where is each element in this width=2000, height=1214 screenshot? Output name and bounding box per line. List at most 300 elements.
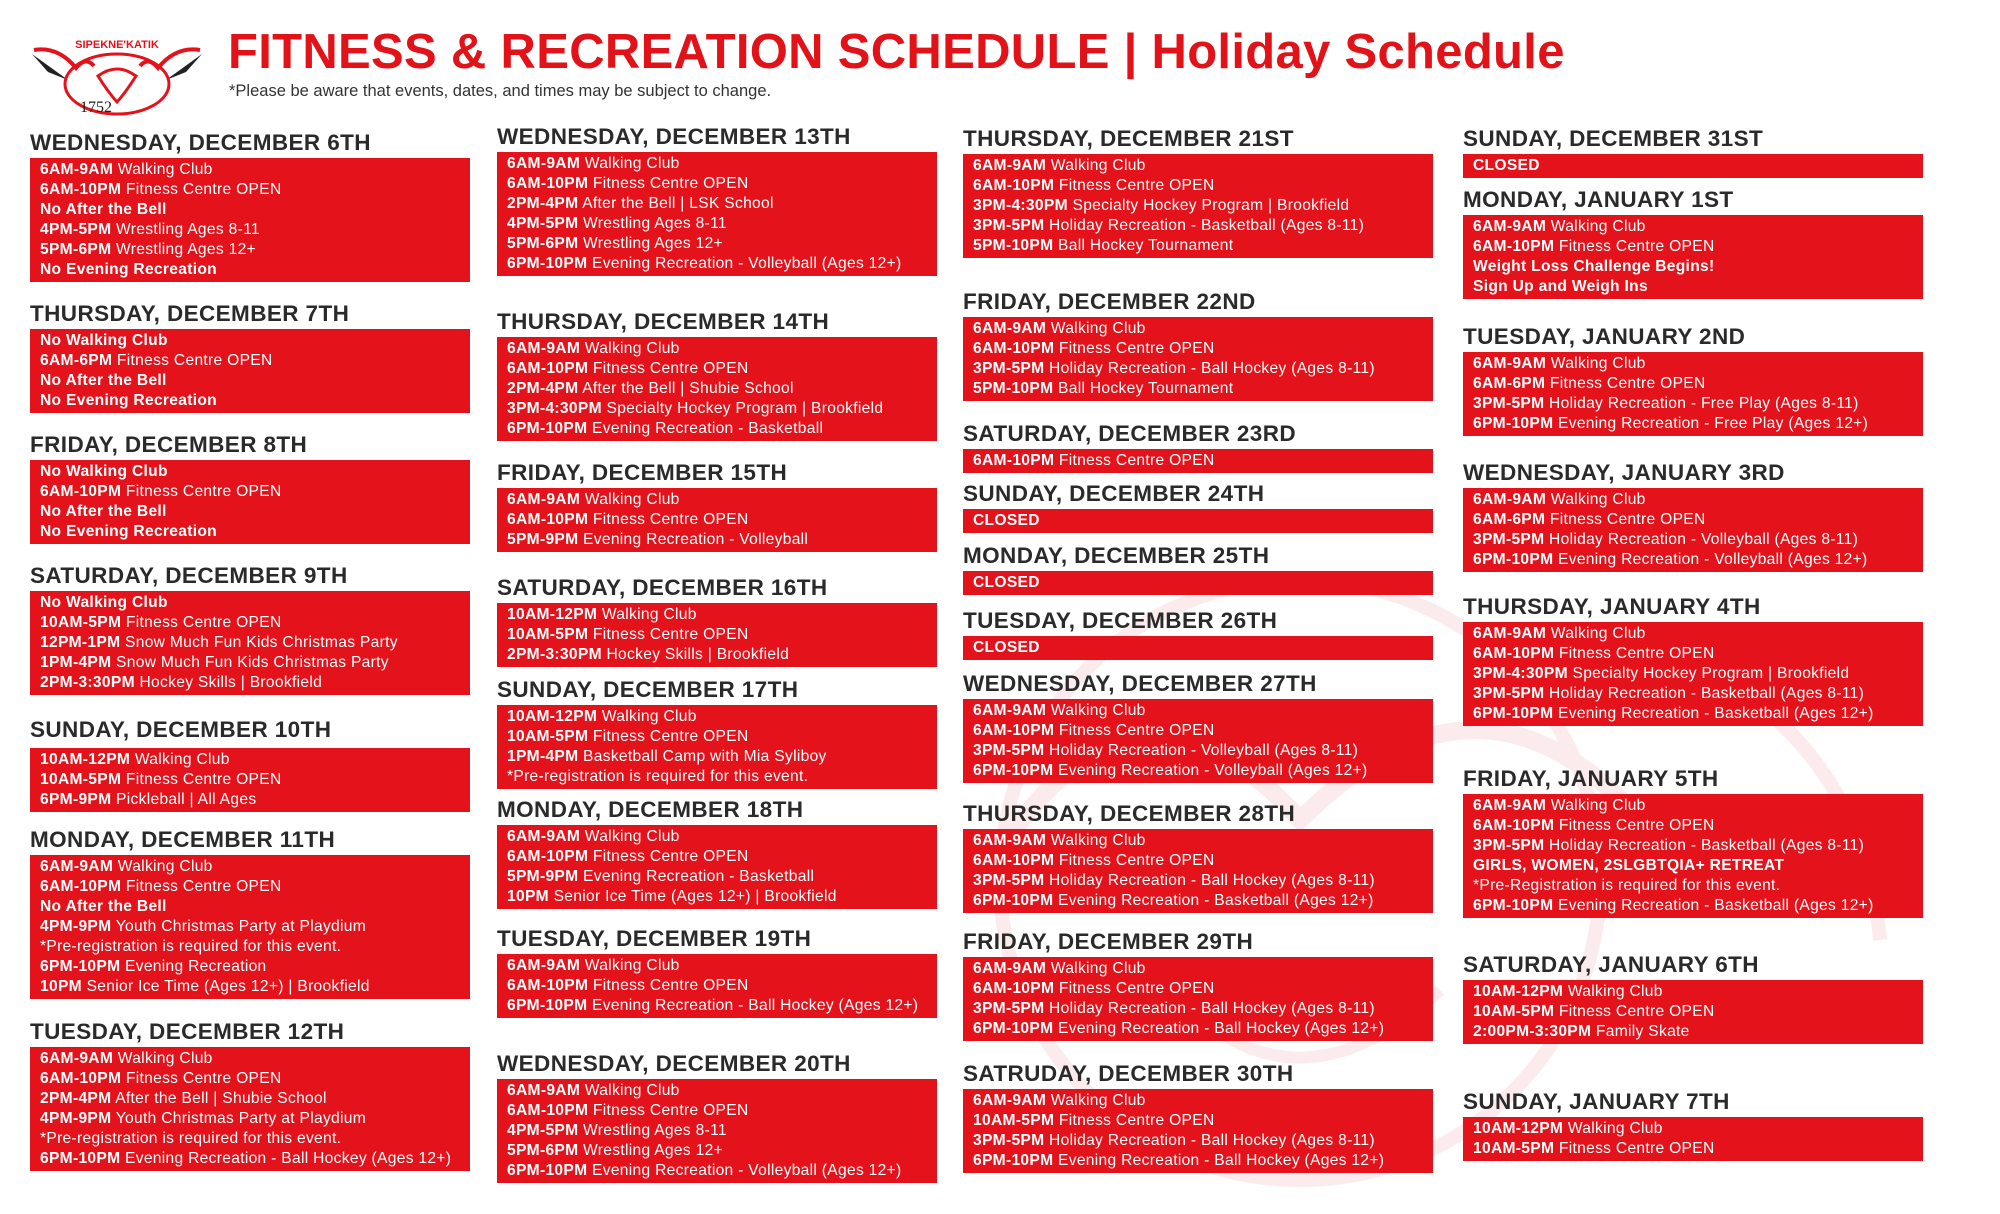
event-time: 6PM-10PM xyxy=(1473,415,1554,432)
event-description: Fitness Centre OPEN xyxy=(121,771,282,788)
event-time: 6AM-10PM xyxy=(40,181,122,198)
day-events-box xyxy=(497,337,937,441)
day-heading: WEDNESDAY, JANUARY 3RD xyxy=(1463,460,1785,485)
event-line xyxy=(40,180,460,200)
event-line xyxy=(1473,982,1913,1002)
event-line xyxy=(973,851,1423,871)
day-events-box xyxy=(497,488,937,552)
day-events-box xyxy=(497,705,937,789)
day-block xyxy=(1463,592,1923,726)
event-time: 3PM-5PM xyxy=(1473,837,1545,854)
event-line xyxy=(973,1131,1423,1151)
day-events-box xyxy=(1463,352,1923,436)
event-line xyxy=(40,673,460,693)
event-line xyxy=(40,790,460,810)
event-description: Wrestling Ages 8-11 xyxy=(111,221,260,238)
day-heading: THURSDAY, JANUARY 4TH xyxy=(1463,594,1761,619)
svg-text:SIPEKNE'KATIK: SIPEKNE'KATIK xyxy=(75,39,159,51)
event-time: 6AM-10PM xyxy=(40,878,122,895)
event-line xyxy=(1473,490,1913,510)
event-time: 3PM-5PM xyxy=(973,360,1045,377)
day-block xyxy=(30,561,470,695)
day-events-box xyxy=(963,636,1433,660)
event-description: Walking Club xyxy=(580,491,680,508)
event-time: 3PM-5PM xyxy=(1473,531,1545,548)
event-description: Walking Club xyxy=(597,606,697,623)
event-time: 6PM-10PM xyxy=(973,1152,1054,1169)
event-line xyxy=(1473,796,1913,816)
event-time: 6AM-9AM xyxy=(973,702,1047,719)
event-line xyxy=(1473,856,1913,876)
day-events-box xyxy=(963,699,1433,783)
event-description: Fitness Centre OPEN xyxy=(588,626,749,643)
event-line xyxy=(973,156,1423,176)
event-time: 10AM-5PM xyxy=(40,771,122,788)
event-time: 3PM-5PM xyxy=(973,872,1045,889)
event-time: 6PM-10PM xyxy=(1473,897,1554,914)
event-line xyxy=(973,1151,1423,1171)
event-time: 6AM-10PM xyxy=(507,1102,589,1119)
day-heading: FRIDAY, JANUARY 5TH xyxy=(1463,766,1719,791)
event-description: Wrestling Ages 8-11 xyxy=(578,1122,727,1139)
event-line xyxy=(1473,217,1913,237)
event-description: Walking Club xyxy=(1563,983,1663,1000)
day-block xyxy=(497,307,937,441)
event-line xyxy=(507,887,927,907)
event-line xyxy=(973,236,1423,256)
event-line xyxy=(507,1141,927,1161)
event-line xyxy=(40,371,460,391)
event-line xyxy=(40,220,460,240)
event-time: 6AM-10PM xyxy=(1473,817,1555,834)
event-description: Fitness Centre OPEN xyxy=(1054,852,1215,869)
day-events-box xyxy=(963,1089,1433,1173)
event-notice: Weight Loss Challenge Begins! xyxy=(1473,258,1715,275)
event-description: Fitness Centre OPEN xyxy=(588,360,749,377)
day-block xyxy=(1463,458,1923,572)
event-description: Fitness Centre OPEN xyxy=(1054,1112,1215,1129)
event-line xyxy=(1473,257,1913,277)
event-time: 3PM-4:30PM xyxy=(973,197,1068,214)
event-time: 6AM-10PM xyxy=(507,977,589,994)
event-line xyxy=(507,747,927,767)
event-line xyxy=(40,1069,460,1089)
event-description: Holiday Recreation - Ball Hockey (Ages 8-11) xyxy=(1044,1000,1375,1017)
event-time: 1PM-4PM xyxy=(40,654,112,671)
day-block xyxy=(1463,124,1923,178)
event-line xyxy=(1473,374,1913,394)
event-line xyxy=(507,605,927,625)
event-description: Pickleball | All Ages xyxy=(111,791,257,808)
event-line xyxy=(40,200,460,220)
day-heading: SATURDAY, JANUARY 6TH xyxy=(1463,952,1759,977)
event-description: Youth Christmas Party at Playdium xyxy=(111,1110,367,1127)
event-line xyxy=(40,331,460,351)
day-events-box xyxy=(30,855,470,999)
event-time: 6AM-9AM xyxy=(507,491,581,508)
event-description: Evening Recreation - Basketball (Ages 12+) xyxy=(1553,705,1874,722)
event-line xyxy=(973,721,1423,741)
event-description: Holiday Recreation - Ball Hockey (Ages 8-11) xyxy=(1044,1132,1375,1149)
event-time: 6PM-10PM xyxy=(1473,551,1554,568)
event-line xyxy=(40,482,460,502)
day-block xyxy=(963,124,1433,258)
day-block xyxy=(963,479,1433,533)
event-notice: No After the Bell xyxy=(40,503,167,520)
event-line xyxy=(973,701,1423,721)
event-line xyxy=(40,857,460,877)
event-time: 6AM-6PM xyxy=(40,352,113,369)
event-time: 6AM-10PM xyxy=(507,848,589,865)
event-description: Walking Club xyxy=(1546,218,1646,235)
day-events-box xyxy=(963,957,1433,1041)
event-time: 6AM-9AM xyxy=(1473,491,1547,508)
event-description: Walking Club xyxy=(580,340,680,357)
event-notice: No Evening Recreation xyxy=(40,392,218,409)
event-line xyxy=(973,176,1423,196)
event-time: 6PM-10PM xyxy=(507,1162,588,1179)
event-time: 6AM-9AM xyxy=(1473,625,1547,642)
event-time: 10PM xyxy=(507,888,549,905)
day-events-box xyxy=(1463,215,1923,299)
event-description: Evening Recreation xyxy=(120,958,267,975)
day-events-box xyxy=(1463,622,1923,726)
day-events-box xyxy=(1463,794,1923,918)
event-line xyxy=(507,847,927,867)
day-events-box xyxy=(30,1047,470,1171)
event-time: 10AM-5PM xyxy=(507,626,589,643)
event-description: Evening Recreation - Ball Hockey (Ages 12+) xyxy=(587,997,919,1014)
event-time: 6PM-10PM xyxy=(973,1020,1054,1037)
event-time: 6AM-6PM xyxy=(1473,511,1546,528)
event-time: 6AM-10PM xyxy=(507,175,589,192)
day-heading: FRIDAY, DECEMBER 8TH xyxy=(30,432,308,457)
event-description: Walking Club xyxy=(1046,1092,1146,1109)
day-block xyxy=(497,675,937,789)
event-description: Holiday Recreation - Basketball (Ages 8-11) xyxy=(1544,837,1865,854)
event-line xyxy=(973,979,1423,999)
day-heading: THURSDAY, DECEMBER 21ST xyxy=(963,126,1294,151)
day-block xyxy=(497,573,937,667)
event-time: 6AM-10PM xyxy=(973,177,1055,194)
event-line xyxy=(507,727,927,747)
event-time: 3PM-5PM xyxy=(973,742,1045,759)
day-events-box xyxy=(497,1079,937,1183)
event-notice: No After the Bell xyxy=(40,898,167,915)
day-heading: THURSDAY, DECEMBER 7TH xyxy=(30,301,350,326)
event-description: Walking Club xyxy=(1546,491,1646,508)
event-time: 3PM-5PM xyxy=(973,217,1045,234)
event-time: 6PM-9PM xyxy=(40,791,112,808)
day-heading: SATRUDAY, DECEMBER 30TH xyxy=(963,1061,1294,1086)
event-time: 5PM-6PM xyxy=(507,235,579,252)
event-time: 6AM-9AM xyxy=(973,320,1047,337)
event-time: 6AM-9AM xyxy=(1473,218,1547,235)
day-heading: SUNDAY, DECEMBER 31ST xyxy=(1463,126,1764,151)
day-block xyxy=(497,924,937,1018)
event-line xyxy=(507,827,927,847)
event-line xyxy=(507,379,927,399)
event-description: Holiday Recreation - Volleyball (Ages 8-11) xyxy=(1544,531,1859,548)
day-heading: WEDNESDAY, DECEMBER 6TH xyxy=(30,130,371,155)
day-heading: SUNDAY, DECEMBER 24TH xyxy=(963,481,1265,506)
event-line xyxy=(507,174,927,194)
event-line xyxy=(973,339,1423,359)
event-time: 6AM-10PM xyxy=(507,360,589,377)
day-block xyxy=(30,430,470,544)
event-description: Fitness Centre OPEN xyxy=(1554,238,1715,255)
schedule-disclaimer: *Please be aware that events, dates, and times may be subject to change. xyxy=(229,82,772,100)
day-heading: WEDNESDAY, DECEMBER 13TH xyxy=(497,124,851,149)
event-description: After the Bell | LSK School xyxy=(578,195,774,212)
event-line xyxy=(507,234,927,254)
day-events-box xyxy=(497,603,937,667)
day-block xyxy=(1463,322,1923,436)
event-line xyxy=(973,761,1423,781)
event-line xyxy=(40,770,460,790)
event-line xyxy=(973,319,1423,339)
event-description: Fitness Centre OPEN xyxy=(121,181,282,198)
event-line xyxy=(40,1049,460,1069)
event-description: Evening Recreation - Volleyball (Ages 12+) xyxy=(587,255,902,272)
day-heading: MONDAY, DECEMBER 11TH xyxy=(30,827,336,852)
day-heading: TUESDAY, DECEMBER 26TH xyxy=(963,608,1278,633)
day-events-box xyxy=(497,825,937,909)
event-line xyxy=(40,522,460,542)
event-time: 6PM-10PM xyxy=(973,892,1054,909)
event-line xyxy=(40,391,460,411)
day-heading: MONDAY, JANUARY 1ST xyxy=(1463,187,1734,212)
event-time: 6PM-10PM xyxy=(40,1150,121,1167)
event-line xyxy=(973,359,1423,379)
event-line xyxy=(40,1149,460,1169)
event-time: 10AM-5PM xyxy=(1473,1140,1555,1157)
event-line xyxy=(973,451,1423,471)
event-line xyxy=(973,573,1423,593)
event-time: 10PM xyxy=(40,978,82,995)
event-line xyxy=(40,653,460,673)
event-line xyxy=(40,917,460,937)
day-block xyxy=(497,795,937,909)
event-line xyxy=(1473,704,1913,724)
event-description: Holiday Recreation - Ball Hockey (Ages 8-11) xyxy=(1044,872,1375,889)
event-line xyxy=(1473,237,1913,257)
event-description: Fitness Centre OPEN xyxy=(588,1102,749,1119)
event-description: Snow Much Fun Kids Christmas Party xyxy=(120,634,398,651)
event-description: Fitness Centre OPEN xyxy=(1554,1140,1715,1157)
event-time: 6AM-9AM xyxy=(507,828,581,845)
event-time: 6PM-10PM xyxy=(507,255,588,272)
event-time: 6AM-10PM xyxy=(973,340,1055,357)
event-line xyxy=(40,593,460,613)
event-line xyxy=(973,891,1423,911)
event-description: Fitness Centre OPEN xyxy=(1545,511,1706,528)
day-block xyxy=(1463,185,1923,299)
event-description: Holiday Recreation - Free Play (Ages 8-11) xyxy=(1544,395,1859,412)
event-time: 5PM-9PM xyxy=(507,531,579,548)
event-description: Fitness Centre OPEN xyxy=(1554,1003,1715,1020)
event-description: Fitness Centre OPEN xyxy=(1054,340,1215,357)
event-description: Walking Club xyxy=(130,751,230,768)
event-description: Evening Recreation - Volleyball (Ages 12+) xyxy=(1053,762,1368,779)
event-time: 6PM-10PM xyxy=(973,762,1054,779)
event-line xyxy=(507,490,927,510)
event-line xyxy=(40,351,460,371)
day-heading: SUNDAY, JANUARY 7TH xyxy=(1463,1089,1730,1114)
event-line xyxy=(1473,1139,1913,1159)
event-time: 10AM-12PM xyxy=(40,751,131,768)
event-description: Family Skate xyxy=(1591,1023,1690,1040)
event-description: Holiday Recreation - Basketball (Ages 8-11) xyxy=(1044,217,1365,234)
day-block xyxy=(30,715,470,812)
day-events-box xyxy=(963,449,1433,473)
event-description: After the Bell | Shubie School xyxy=(111,1090,327,1107)
day-block xyxy=(963,541,1433,595)
event-time: 6AM-10PM xyxy=(507,511,589,528)
svg-text:1752: 1752 xyxy=(80,99,112,116)
event-description: Evening Recreation - Ball Hockey (Ages 12+) xyxy=(120,1150,452,1167)
registration-note: *Pre-registration is required for this event. xyxy=(507,768,809,785)
event-time: 6AM-9AM xyxy=(973,1092,1047,1109)
event-line xyxy=(40,1089,460,1109)
day-block xyxy=(963,606,1433,660)
event-line xyxy=(507,956,927,976)
event-description: Wrestling Ages 12+ xyxy=(111,241,256,258)
event-time: 2PM-4PM xyxy=(507,195,579,212)
event-time: 6AM-10PM xyxy=(973,722,1055,739)
page-title: FITNESS & RECREATION SCHEDULE | Holiday Schedule xyxy=(228,25,1565,79)
event-line xyxy=(1473,510,1913,530)
event-description: Walking Club xyxy=(1046,702,1146,719)
day-block xyxy=(497,1049,937,1183)
event-description: Senior Ice Time (Ages 12+) | Brookfield xyxy=(548,888,837,905)
event-time: 6AM-10PM xyxy=(973,980,1055,997)
event-line xyxy=(1473,530,1913,550)
event-notice: No Walking Club xyxy=(40,332,168,349)
event-time: 6PM-10PM xyxy=(1473,705,1554,722)
event-line xyxy=(40,613,460,633)
day-block xyxy=(963,799,1433,913)
event-description: Ball Hockey Tournament xyxy=(1053,237,1234,254)
registration-note: *Pre-Registration is required for this event. xyxy=(1473,877,1781,894)
event-line xyxy=(40,977,460,997)
event-description: Walking Club xyxy=(1046,960,1146,977)
event-time: 5PM-10PM xyxy=(973,380,1054,397)
day-heading: SATURDAY, DECEMBER 16TH xyxy=(497,575,828,600)
event-description: Fitness Centre OPEN xyxy=(1054,722,1215,739)
event-description: Wrestling Ages 12+ xyxy=(578,235,723,252)
event-line xyxy=(40,160,460,180)
event-notice: GIRLS, WOMEN, 2SLGBTQIA+ RETREAT xyxy=(1473,857,1785,874)
event-line xyxy=(1473,414,1913,434)
event-time: 10AM-5PM xyxy=(507,728,589,745)
event-time: 4PM-5PM xyxy=(507,215,579,232)
event-line xyxy=(40,633,460,653)
event-line xyxy=(973,1111,1423,1131)
event-line xyxy=(40,957,460,977)
event-description: Fitness Centre OPEN xyxy=(588,728,749,745)
event-line xyxy=(40,240,460,260)
event-line xyxy=(1473,816,1913,836)
day-block xyxy=(30,1017,470,1171)
event-line xyxy=(507,996,927,1016)
event-description: Walking Club xyxy=(580,1082,680,1099)
event-time: 3PM-4:30PM xyxy=(1473,665,1568,682)
day-block xyxy=(1463,1087,1923,1161)
event-time: 6AM-9AM xyxy=(973,157,1047,174)
event-line xyxy=(40,897,460,917)
event-time: 5PM-6PM xyxy=(40,241,112,258)
event-description: Evening Recreation - Basketball (Ages 12+) xyxy=(1553,897,1874,914)
event-time: 3PM-5PM xyxy=(973,1132,1045,1149)
event-line xyxy=(40,1109,460,1129)
day-events-box xyxy=(30,591,470,695)
event-time: 6PM-10PM xyxy=(40,958,121,975)
event-time: 2PM-4PM xyxy=(40,1090,112,1107)
event-line xyxy=(973,741,1423,761)
event-line xyxy=(507,339,927,359)
event-time: 4PM-9PM xyxy=(40,918,112,935)
event-time: 3PM-4:30PM xyxy=(507,400,602,417)
day-heading: THURSDAY, DECEMBER 14TH xyxy=(497,309,830,334)
event-time: 6AM-10PM xyxy=(1473,238,1555,255)
day-block xyxy=(963,669,1433,783)
event-time: 3PM-5PM xyxy=(1473,685,1545,702)
event-description: Walking Club xyxy=(1546,797,1646,814)
day-heading: SATURDAY, DECEMBER 23RD xyxy=(963,421,1297,446)
event-time: 6AM-6PM xyxy=(1473,375,1546,392)
event-line xyxy=(40,502,460,522)
event-description: Walking Club xyxy=(580,155,680,172)
event-time: 1PM-4PM xyxy=(507,748,579,765)
event-line xyxy=(507,214,927,234)
day-events-box xyxy=(963,509,1433,533)
event-description: Fitness Centre OPEN xyxy=(1054,980,1215,997)
day-heading: WEDNESDAY, DECEMBER 27TH xyxy=(963,671,1317,696)
event-line xyxy=(973,999,1423,1019)
day-events-box xyxy=(963,317,1433,401)
event-description: Snow Much Fun Kids Christmas Party xyxy=(111,654,389,671)
day-block xyxy=(1463,764,1923,918)
event-time: 6AM-9AM xyxy=(40,1050,114,1067)
event-line xyxy=(973,1019,1423,1039)
day-events-box xyxy=(30,329,470,413)
event-line xyxy=(1473,156,1913,176)
event-line xyxy=(507,530,927,550)
day-events-box xyxy=(30,460,470,544)
event-description: Holiday Recreation - Volleyball (Ages 8-11) xyxy=(1044,742,1359,759)
event-time: 3PM-5PM xyxy=(973,1000,1045,1017)
event-line xyxy=(507,1121,927,1141)
event-notice: CLOSED xyxy=(1473,157,1540,174)
day-heading: WEDNESDAY, DECEMBER 20TH xyxy=(497,1051,851,1076)
event-line xyxy=(507,645,927,665)
event-description: Walking Club xyxy=(580,957,680,974)
event-time: 6PM-10PM xyxy=(507,420,588,437)
event-description: Fitness Centre OPEN xyxy=(1545,375,1706,392)
event-time: 10AM-5PM xyxy=(973,1112,1055,1129)
event-time: 4PM-9PM xyxy=(40,1110,112,1127)
day-heading: FRIDAY, DECEMBER 22ND xyxy=(963,289,1256,314)
day-events-box xyxy=(1463,488,1923,572)
day-events-box xyxy=(30,158,470,282)
event-line xyxy=(40,750,460,770)
event-description: Walking Club xyxy=(1046,320,1146,337)
event-line xyxy=(1473,836,1913,856)
day-heading: FRIDAY, DECEMBER 29TH xyxy=(963,929,1254,954)
event-description: Evening Recreation - Basketball (Ages 12+) xyxy=(1053,892,1374,909)
event-line xyxy=(507,1161,927,1181)
